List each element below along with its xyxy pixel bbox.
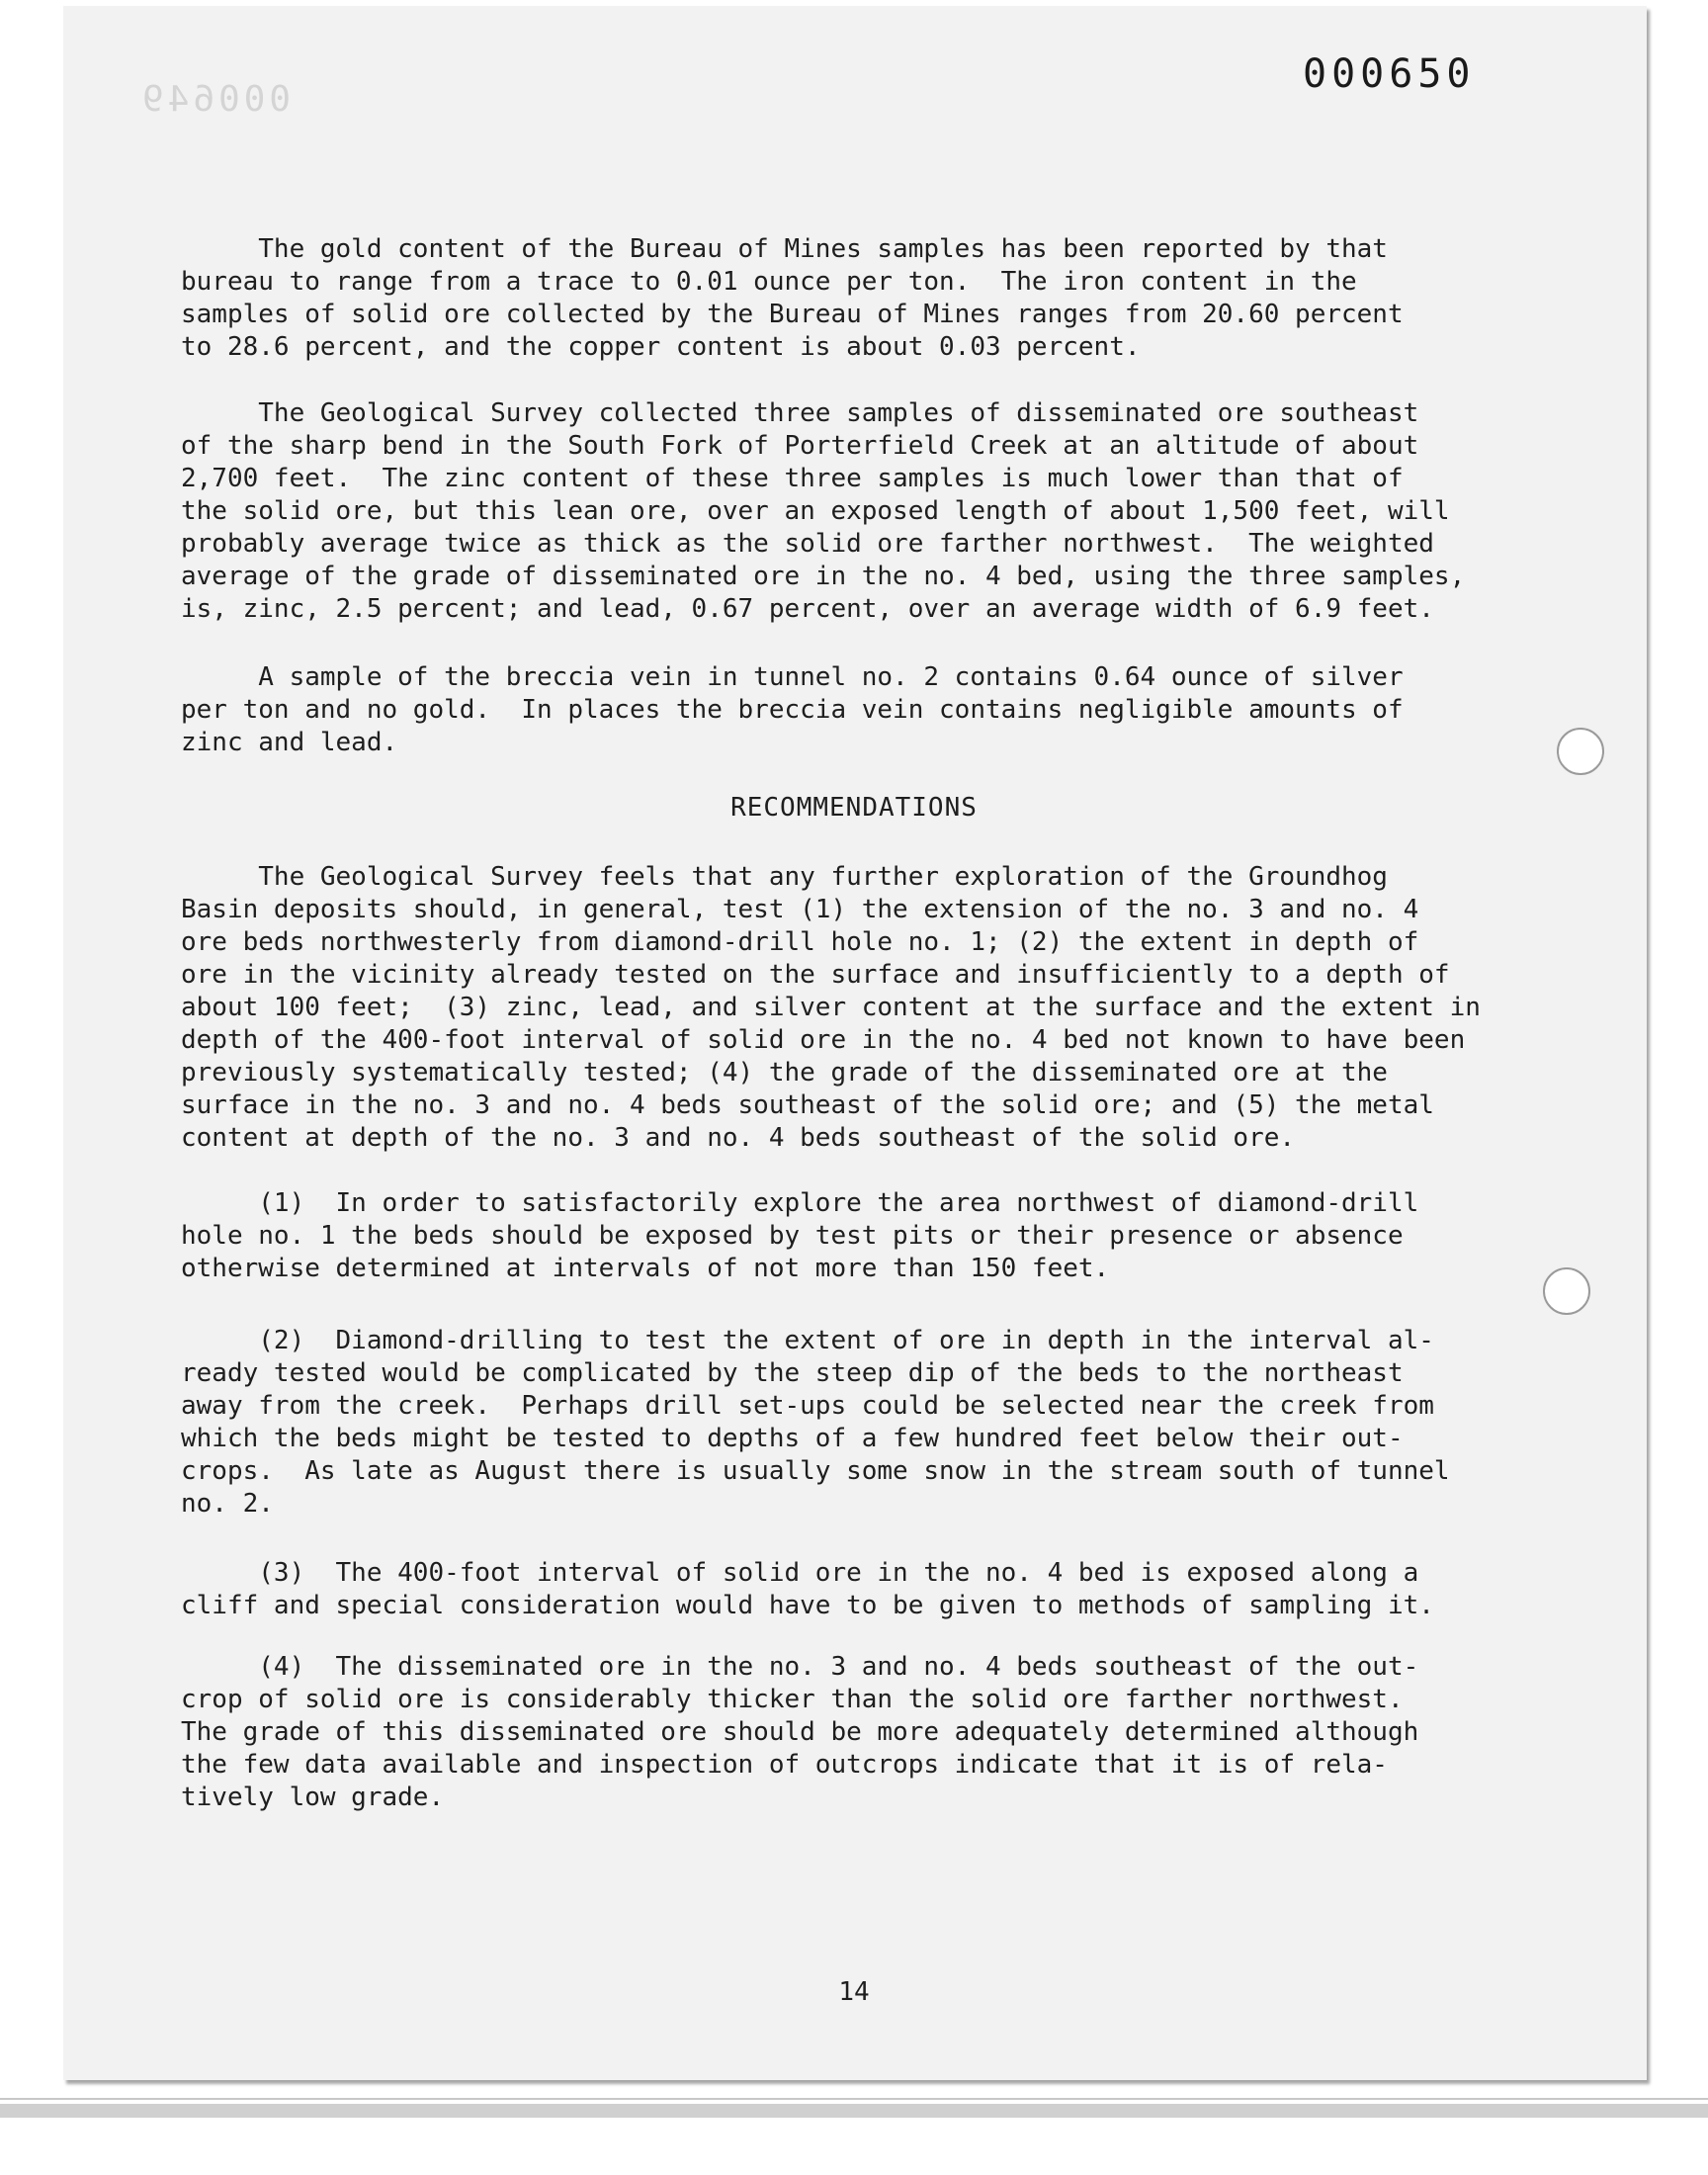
paragraph-breccia-vein: A sample of the breccia vein in tunnel no. 2 contains 0.64 ounce of silver per ton and no gold. In places the breccia vein contains negligible amounts of zinc and lead. [181, 662, 1404, 757]
recommendation-item-4: (4) The disseminated ore in the no. 3 and no. 4 beds southeast of the out- crop of solid ore is considerably thicker than the solid ore farther northwest. The grade of this disseminated ore should be more adequately determined although the few data available and inspection of outcrops indicate that it is of rela- tively low grade. [181, 1652, 1419, 1812]
recommendation-item-1: (1) In order to satisfactorily explore the area northwest of diamond-drill hole no. 1 the beds should be exposed by test pits or their presence or absence otherwise determined at intervals of not more than 150 feet. [181, 1188, 1419, 1283]
recommendation-item-3: (3) The 400-foot interval of solid ore in the no. 4 bed is exposed along a cliff and special consideration would have to be given to methods of sampling it. [181, 1558, 1434, 1620]
scanner-edge-band [0, 2104, 1708, 2118]
paragraph-gold-content: The gold content of the Bureau of Mines samples has been reported by that bureau to range from a trace to 0.01 ounce per ton. The iron content in the samples of solid ore collected by the Bureau of Mines ranges from 20.60 percent to 28.6 percent, and the copper content is about 0.03 percent. [181, 234, 1404, 362]
section-heading-recommendations: RECOMMENDATIONS [730, 793, 978, 823]
paragraph-disseminated-ore: The Geological Survey collected three samples of disseminated ore southeast of the sharp bend in the South Fork of Porterfield Creek at an altitude of about 2,700 feet. The zinc content of these three samples is much lower than that of the solid ore, but this lean ore, over an exposed length of about 1,500 feet, will probably average twice as thick as the solid ore farther northwest. The weighted average of the grade of disseminated ore in the no. 4 bed, using the three samples, is, zinc, 2.5 percent; and lead, 0.67 percent, over an average width of 6.9 feet. [181, 398, 1466, 624]
scanner-edge-line [0, 2098, 1708, 2100]
page-number: 14 [838, 1977, 870, 2007]
paragraph-recommendations-intro: The Geological Survey feels that any further exploration of the Groundhog Basin deposits should, in general, test (1) the extension of the no. 3 and no. 4 ore beds northwesterly from diamond-drill hole no. 1; (2) the extent in depth of ore in the vicinity already tested on the surface and insufficiently to a depth of about 100 feet; (3) zinc, lead, and silver content at the surface and the extent in depth of the 400-foot interval of solid ore in the no. 4 bed not known to have been previously systematically tested; (4) the grade of the disseminated ore at the surface in the no. 3 and no. 4 beds southeast of the solid ore; and (5) the metal content at depth of the no. 3 and no. 4 beds southeast of the solid ore. [181, 862, 1481, 1153]
recommendation-item-2: (2) Diamond-drilling to test the extent of ore in depth in the interval al- ready tested would be complicated by the steep dip of the beds to the northeast away from the creek. Perhaps drill set-ups could be selected near the creek from which the beds might be tested to depths of a few hundred feet below their out- crops. As late as August there is usually some snow in the stream south of tunnel no. 2. [181, 1326, 1450, 1519]
document-control-number: 000650 [1303, 51, 1476, 97]
bleed-through-doc-number: 000649 [138, 79, 292, 120]
